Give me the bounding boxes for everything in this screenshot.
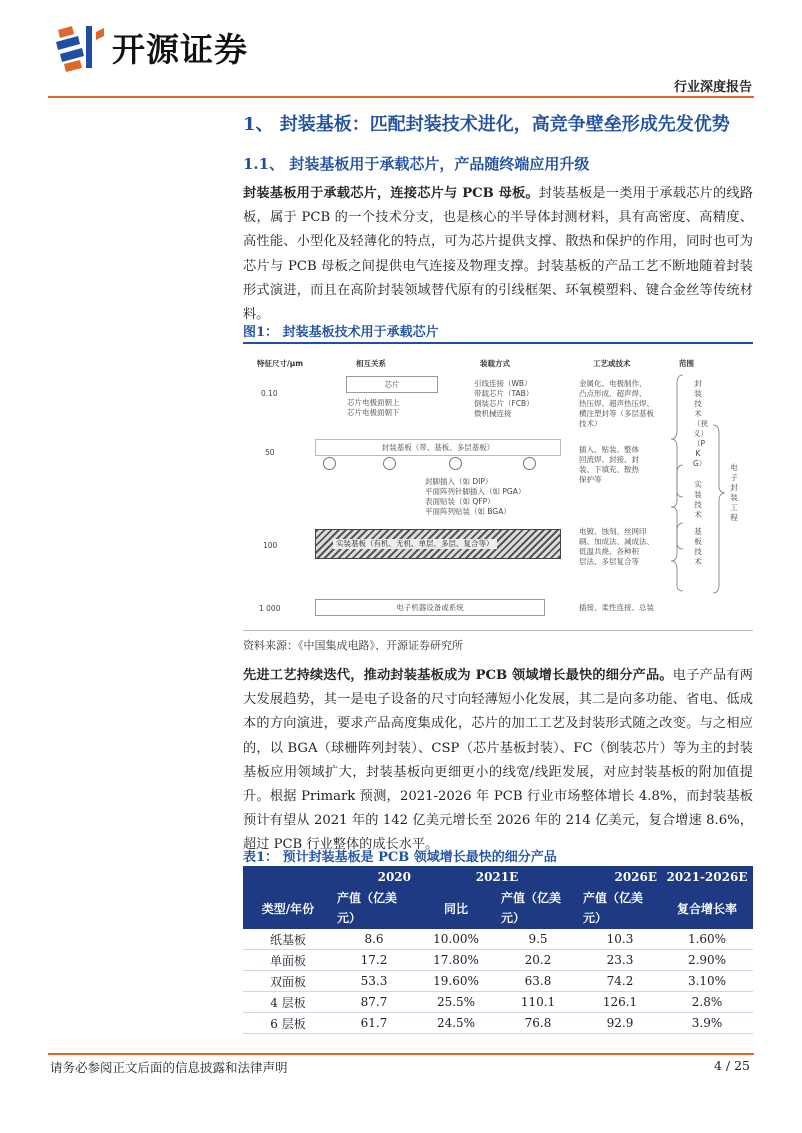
table-cell: 4 层板 xyxy=(243,992,333,1013)
table-row xyxy=(243,971,753,992)
header-divider xyxy=(48,96,754,98)
table-header-row xyxy=(243,866,753,887)
table-cell: 双面板 xyxy=(243,971,333,992)
insert-method: 平面阵列贴装（如 BGA） xyxy=(425,507,511,516)
range-substrate: 基板技术 xyxy=(694,527,702,566)
col-header-relation: 相互关系 xyxy=(356,359,386,368)
table-title: 表1： 预计封装基板是 PCB 领域增长最快的细分产品 xyxy=(243,850,557,865)
tech-line: 凸点形成、超声焊、 xyxy=(579,389,647,398)
paragraph-2-lead: 先进工艺持续迭代，推动封装基板成为 PCB 领域增长最快的细分产品。 xyxy=(243,668,673,683)
table-cell: 92.9 xyxy=(579,1013,661,1034)
brand-name: 开源证券 xyxy=(112,30,248,69)
table-cell: 17.2 xyxy=(333,950,415,971)
solder-ball-icon xyxy=(523,457,536,470)
table-cell: 17.80% xyxy=(415,950,497,971)
figure-top-rule xyxy=(243,342,753,344)
scale-label: 1 000 xyxy=(259,604,281,613)
insert-method: 封脚插入（如 DIP） xyxy=(425,477,493,486)
table-cell: 纸基板 xyxy=(243,929,333,950)
solder-ball-icon xyxy=(383,457,396,470)
package-substrate-box: 封装基板（带、基板、多层基板） xyxy=(315,439,561,456)
table-header-cell: 产值（亿美元） xyxy=(497,887,579,929)
mount-method: 带载芯片（TAB） xyxy=(474,389,534,398)
figure-source: 资料来源：《中国集成电路》、开源证券研究所 xyxy=(243,639,463,652)
table-cell: 10.3 xyxy=(579,929,661,950)
table-row xyxy=(243,950,753,971)
chip-note: 芯片电极面朝上 xyxy=(347,398,400,407)
table-cell: 24.5% xyxy=(415,1013,497,1034)
table-cell: 8.6 xyxy=(333,929,415,950)
table-row xyxy=(243,929,753,950)
packaging-diagram xyxy=(243,345,753,625)
paragraph-2 xyxy=(243,664,753,858)
report-type: 行业深度报告 xyxy=(673,80,752,95)
table-header-cell: 2020 xyxy=(333,866,415,887)
tech-line: 横注塑封等（多层基板 xyxy=(579,409,654,418)
mounting-substrate-label: 实装基板（有机、无机、单层、多层、复合等） xyxy=(333,539,497,549)
solder-ball-icon xyxy=(323,457,336,470)
mount-method: 微机械连接 xyxy=(474,409,512,418)
tech-line: 低温共烧、各种积 xyxy=(579,547,639,556)
solder-ball-icon xyxy=(449,457,462,470)
table-cell: 87.7 xyxy=(333,992,415,1013)
col-header-technique: 工艺或技术 xyxy=(593,359,631,368)
tech-line: 插接、柔性连接、总装 xyxy=(579,603,654,612)
section-title: 1、 封装基板：匹配封装技术进化，高竞争壁垒形成先发优势 xyxy=(243,114,730,135)
range-all: 电子封装工程 xyxy=(730,463,738,522)
table-cell: 2.8% xyxy=(661,992,753,1013)
table-cell: 53.3 xyxy=(333,971,415,992)
table-cell: 19.60% xyxy=(415,971,497,992)
table-cell: 126.1 xyxy=(579,992,661,1013)
tech-line: 刷、加成法、减成法、 xyxy=(579,537,654,546)
tech-line: 金属化、电极制作、 xyxy=(579,379,647,388)
insert-method: 平面阵列针脚插入（如 PGA） xyxy=(425,487,526,496)
table-header-row xyxy=(243,887,753,929)
tech-line: 回流焊、封接、封 xyxy=(579,455,639,464)
table-cell: 63.8 xyxy=(497,971,579,992)
brand-logo-icon xyxy=(52,24,108,72)
table-cell: 9.5 xyxy=(497,929,579,950)
table-cell: 110.1 xyxy=(497,992,579,1013)
table-cell: 23.3 xyxy=(579,950,661,971)
mount-method: 倒装芯片（FCB） xyxy=(474,399,534,408)
data-table xyxy=(243,866,753,1034)
table-cell: 25.5% xyxy=(415,992,497,1013)
table-header-cell: 2026E xyxy=(579,866,661,887)
table-header-cell: 复合增长率 xyxy=(661,887,753,929)
table-header-cell: 类型/年份 xyxy=(243,887,333,929)
footer-disclaimer: 请务必参阅正文后面的信息披露和法律声明 xyxy=(50,1060,288,1075)
table-cell: 3.10% xyxy=(661,971,753,992)
table-cell: 3.9% xyxy=(661,1013,753,1034)
table-row xyxy=(243,992,753,1013)
scale-label: 50 xyxy=(265,448,275,457)
paragraph-2-body: 电子产品有两大发展趋势，其一是电子设备的尺寸向轻薄短小化发展，其二是向多功能、省电、低成本的方向演进，要求产品高度集成化，芯片的加工工艺及封装形式随之改变。与之相应的，以 BGA（球栅阵列封装）、CSP（芯片基板封装）、FC（倒装芯片）等为主的封装基板应用领域扩大，封装基板向更细更小的线宽/线距发展，对应封装基板的附加值提升。根据 Primark 预测，2021-2026 年 PCB 行业市场整体增长 4.8%，而封装基板预计有望从 2021 年的 142 亿美元增长至 2026 年的 214 亿美元，复合增速 8.6%，超过 PCB 行业整体的成长水平。 xyxy=(243,668,753,853)
tech-line: 保护等 xyxy=(579,475,602,484)
table-cell: 单面板 xyxy=(243,950,333,971)
scope-brackets xyxy=(667,373,753,613)
table-cell: 20.2 xyxy=(497,950,579,971)
table-header-cell: 产值（亿美元） xyxy=(579,887,661,929)
paragraph-1 xyxy=(243,182,753,327)
table-cell: 74.2 xyxy=(579,971,661,992)
mount-method: 引线连接（WB） xyxy=(474,379,532,388)
tech-line: 热压焊、超声热压焊、 xyxy=(579,399,654,408)
paragraph-1-body: 封装基板是一类用于承载芯片的线路板，属于 PCB 的一个技术分支，也是核心的半导体封测材料，具有高密度、高精度、高性能、小型化及轻薄化的特点，可为芯片提供支撑、散热和保护的作用，同时也可为芯片与 PCB 母板之间提供电气连接及物理支撑。封装基板的产品工艺不断地随着封装形式演进，而且在高阶封装领域替代原有的引线框架、环氧模塑料、键合金丝等传统材料。 xyxy=(243,186,753,323)
tech-line: 技术） xyxy=(579,419,602,428)
tech-line: 层法、多层复合等 xyxy=(579,557,639,566)
table-header-cell: 2021-2026E xyxy=(661,866,753,887)
insert-method: 表面贴装（如 QFP） xyxy=(425,497,495,506)
table-header-cell: 产值（亿美元） xyxy=(333,887,415,929)
tech-line: 插入、贴装、整体 xyxy=(579,445,639,454)
range-pkg: 封装技术（狭义）（PKG） xyxy=(693,379,708,468)
table-cell: 6 层板 xyxy=(243,1013,333,1034)
chip-note: 芯片电极面朝下 xyxy=(347,408,400,417)
scale-label: 0.10 xyxy=(261,389,278,398)
table-cell: 76.8 xyxy=(497,1013,579,1034)
system-box: 电子机器设备或系统 xyxy=(315,599,545,616)
table-header-cell: 同比 xyxy=(415,887,497,929)
page-number: 4 / 25 xyxy=(713,1058,750,1073)
table-header-cell xyxy=(243,866,333,887)
tech-line: 装、下填充、散热 xyxy=(579,465,639,474)
scale-label: 100 xyxy=(263,541,278,550)
tech-line: 电镀、蚀刻、丝网印 xyxy=(579,527,647,536)
table-header-cell: 2021E xyxy=(415,866,579,887)
subsection-title: 1.1、 封装基板用于承载芯片，产品随终端应用升级 xyxy=(243,155,590,173)
footer-divider xyxy=(48,1053,754,1055)
figure-title: 图1： 封装基板技术用于承载芯片 xyxy=(243,325,439,340)
table-cell: 61.7 xyxy=(333,1013,415,1034)
chip-box: 芯片 xyxy=(346,376,438,393)
col-header-size: 特征尺寸/μm xyxy=(257,359,304,368)
range-mount: 实装技术 xyxy=(694,480,702,519)
figure-bottom-rule xyxy=(243,630,753,631)
col-header-scope: 范围 xyxy=(679,359,694,368)
table-cell: 2.90% xyxy=(661,950,753,971)
col-header-mounting: 装载方式 xyxy=(480,359,510,368)
table-cell: 1.60% xyxy=(661,929,753,950)
paragraph-1-lead: 封装基板用于承载芯片，连接芯片与 PCB 母板。 xyxy=(243,186,539,201)
table-cell: 10.00% xyxy=(415,929,497,950)
table-row xyxy=(243,1013,753,1034)
